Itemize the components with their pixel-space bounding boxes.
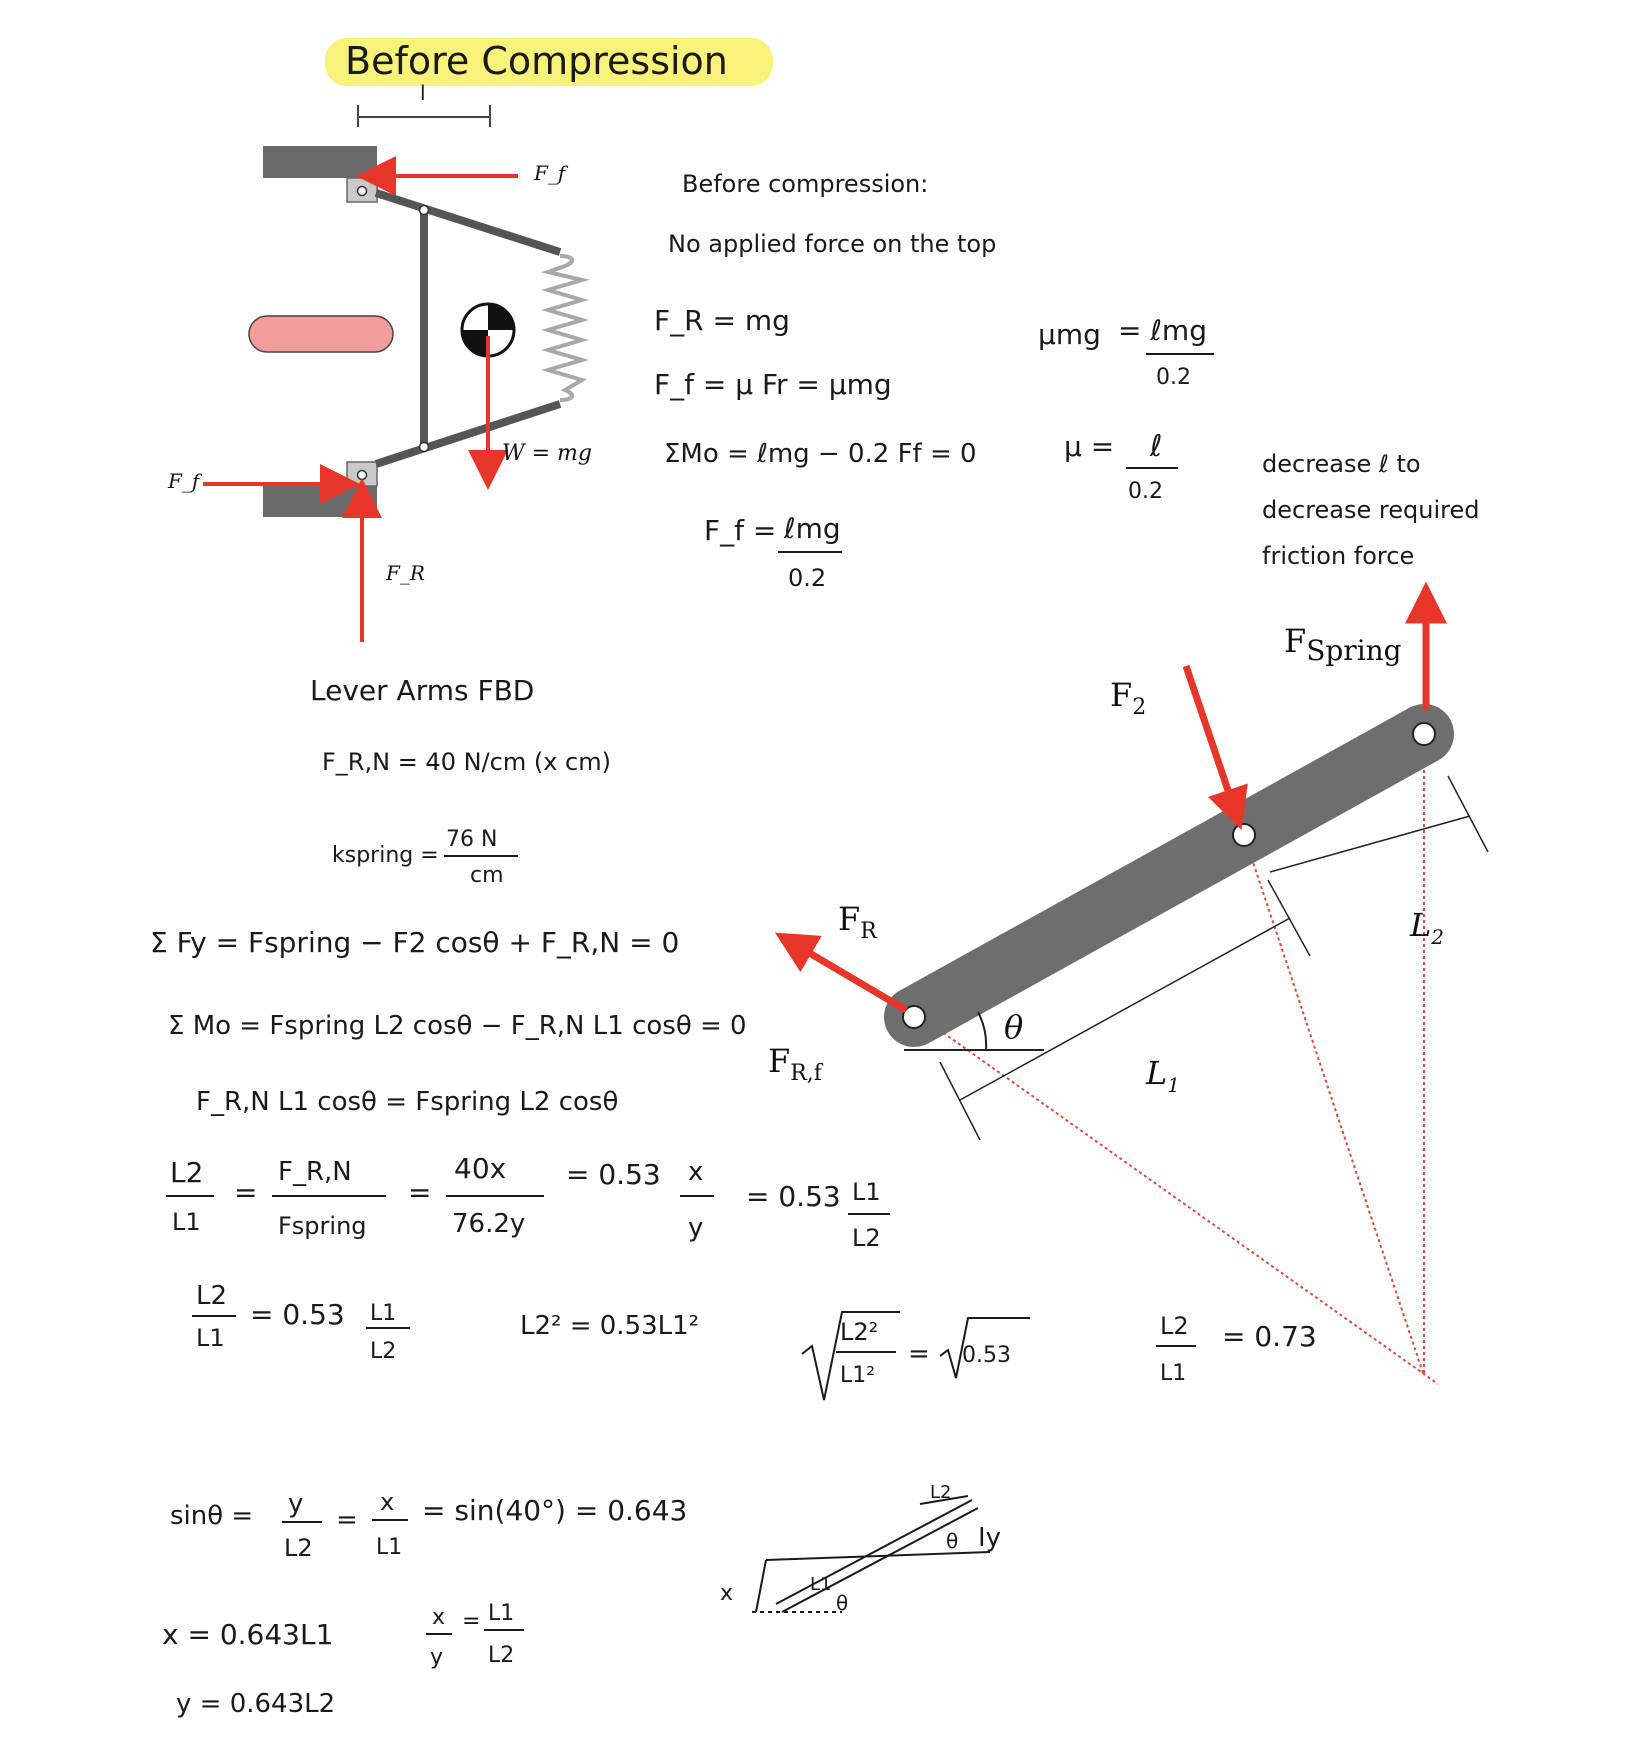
notes-side <box>1262 450 1479 570</box>
kspring-lhs: kspring = <box>332 843 439 868</box>
trig-xy-den: y <box>430 1645 444 1670</box>
dim-label: l <box>420 81 426 105</box>
link-joint-top <box>420 206 429 215</box>
sketch-theta-top: θ <box>946 1529 959 1553</box>
trig-y-num: y <box>288 1489 304 1519</box>
fbd-caption: Lever Arms FBD <box>310 674 535 707</box>
ratio-fspring: Fspring <box>278 1212 367 1240</box>
dotted-line-f2 <box>1244 835 1424 1376</box>
eq-ff: F_f = μ Fr = μmg <box>654 368 892 401</box>
sketch-top-line <box>766 1552 990 1560</box>
bottom-pin <box>358 471 367 480</box>
row2-a-rhs: = 0.53 <box>250 1298 345 1331</box>
ratio-l1-2: L1 <box>852 1178 881 1206</box>
fr-lever-label: $F_R$ <box>838 900 877 944</box>
ratio-frn: F_R,N <box>278 1157 352 1187</box>
sketch-diagonal-2 <box>776 1500 972 1604</box>
notes-line1: No applied force on the top <box>668 230 997 258</box>
row-two <box>192 1281 1317 1400</box>
top-block <box>263 146 377 178</box>
trig-eq: = <box>336 1505 358 1535</box>
row2-b: L2² = 0.53L1² <box>520 1311 700 1341</box>
eq-frn: F_R,N = 40 N/cm (x cm) <box>322 748 611 776</box>
trig-y-den: L2 <box>284 1534 313 1562</box>
mu-result-den: 0.2 <box>1128 479 1163 504</box>
trig-eq-2: = <box>462 1609 481 1634</box>
row2-c-eq: = <box>908 1339 930 1369</box>
sketch-y-label: Iy <box>978 1523 1002 1553</box>
row2-d-rhs: = 0.73 <box>1222 1320 1317 1353</box>
ratio-40x: 40x <box>454 1152 507 1185</box>
trig-x-num: x <box>380 1488 395 1516</box>
trig-sin-rhs: = sin(40°) = 0.643 <box>422 1494 688 1527</box>
ratio-eq-2: = <box>408 1176 432 1209</box>
ratio-l1: L1 <box>172 1208 201 1236</box>
angle-arc <box>978 1012 986 1050</box>
mu-result-num: ℓ <box>1150 429 1163 464</box>
sketch-diagonal-1 <box>782 1508 978 1612</box>
spring-pin <box>1413 723 1435 745</box>
eq-sum-fy: Σ Fy = Fspring − F2 cosθ + F_R,N = 0 <box>150 926 680 959</box>
trig-y-eq: y = 0.643L2 <box>176 1689 336 1719</box>
ratio-row <box>166 1152 890 1252</box>
fr-label: F_R <box>386 561 425 585</box>
lever-bar <box>914 734 1424 1017</box>
lever-arms-fbd <box>167 81 592 707</box>
sketch-l1-label: L1 <box>810 1574 832 1595</box>
side-line3: friction force <box>1262 542 1415 570</box>
notes-mu <box>1038 314 1214 504</box>
sketch-left-side <box>756 1560 766 1612</box>
ff-top-label: F_f <box>534 161 566 185</box>
mu-lhs: μmg <box>1038 318 1101 351</box>
l2-ext-right <box>1448 776 1488 852</box>
trig-section <box>162 1488 687 1719</box>
weight-label: W = mg <box>502 441 592 466</box>
trig-xy-num: x <box>432 1605 446 1630</box>
mu-eq-num: = ℓmg <box>1118 314 1207 347</box>
row2-c-den: L1² <box>840 1363 876 1388</box>
bottom-block <box>263 485 377 517</box>
notes-heading: Before compression: <box>682 170 929 198</box>
fr-arrow <box>784 938 906 1010</box>
side-line1: decrease ℓ to <box>1262 450 1421 478</box>
link-joint-bottom <box>420 443 429 452</box>
row2-c-num: L2² <box>840 1318 879 1346</box>
l1-ext-left <box>940 1062 980 1140</box>
f2-label: $F_2$ <box>1110 676 1147 720</box>
lever-diagram <box>768 592 1488 1384</box>
eq-ff-lhs: F_f = <box>704 514 777 547</box>
row2-a-num: L2 <box>196 1281 228 1311</box>
f-spring-label: FSpring <box>1284 622 1402 667</box>
eq-ff-den: 0.2 <box>788 564 827 592</box>
mu-eq-den: 0.2 <box>1156 365 1191 390</box>
row2-c-rhs: 0.53 <box>962 1343 1011 1368</box>
sketch-x-label: x <box>720 1581 734 1606</box>
theta-label: θ <box>1004 1008 1024 1046</box>
l1-label: $L_1$ <box>1146 1054 1180 1097</box>
row2-a-frac-den: L2 <box>370 1339 397 1364</box>
geometry-sketch <box>720 1482 1001 1615</box>
top-pin <box>358 187 367 196</box>
ratio-l2: L2 <box>170 1156 204 1189</box>
row2-d-num: L2 <box>1160 1312 1189 1340</box>
sketch-theta-bottom: θ <box>836 1591 849 1615</box>
frf-label: $F_{R,f}$ <box>768 1042 822 1086</box>
notes-mid <box>150 748 747 1117</box>
kspring-den: cm <box>470 863 504 888</box>
spring <box>548 256 582 400</box>
row2-d-den: L1 <box>1160 1361 1187 1386</box>
eq-cancel: F_R,N L1 cosθ = Fspring L2 cosθ <box>196 1087 619 1117</box>
mu-result-lhs: μ = <box>1064 430 1115 463</box>
eq-fr: F_R = mg <box>654 304 790 337</box>
pink-pad <box>249 316 393 352</box>
trig-x-den: L1 <box>376 1535 403 1560</box>
side-line2: decrease required <box>1262 496 1480 524</box>
trig-x-eq: x = 0.643L1 <box>162 1618 334 1651</box>
ff-left-label: F_f <box>168 469 200 493</box>
ratio-x: x <box>688 1157 704 1187</box>
eq-sum-moments: ΣMo = ℓmg − 0.2 Ff = 0 <box>664 439 977 469</box>
title-block <box>325 38 773 86</box>
row2-a-frac-num: L1 <box>370 1301 397 1326</box>
row2-a-den: L1 <box>196 1324 225 1352</box>
ratio-l2-2: L2 <box>852 1224 881 1252</box>
sketch-l2-label: L2 <box>930 1482 952 1503</box>
upper-arm <box>376 193 560 252</box>
kspring-num: 76 N <box>446 827 498 852</box>
eq-ff-num: ℓmg <box>784 512 841 545</box>
trig-l-num: L1 <box>488 1601 515 1626</box>
ratio-val1: = 0.53 <box>566 1158 661 1191</box>
notes-top <box>654 170 996 592</box>
f2-pin <box>1233 824 1255 846</box>
ratio-76y: 76.2y <box>452 1209 526 1239</box>
l2-label: $L_2$ <box>1410 906 1444 949</box>
ratio-y: y <box>688 1213 704 1243</box>
page-title: Before Compression <box>345 39 728 83</box>
eq-sum-mo: Σ Mo = Fspring L2 cosθ − F_R,N L1 cosθ = 0 <box>168 1011 747 1041</box>
trig-l-den: L2 <box>488 1643 515 1668</box>
ratio-val2: = 0.53 <box>746 1180 841 1213</box>
trig-sin-lhs: sinθ = <box>170 1501 254 1531</box>
ratio-eq-1: = <box>234 1176 258 1209</box>
f2-arrow <box>1186 666 1238 820</box>
